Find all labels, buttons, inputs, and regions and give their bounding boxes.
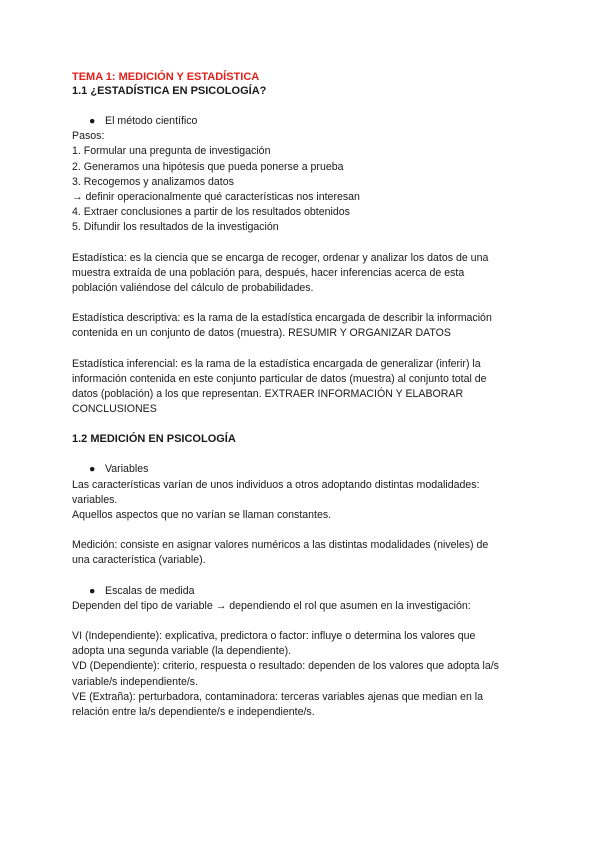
step-line: 4. Extraer conclusiones a partir de los resultados obtenidos xyxy=(72,206,350,219)
bullet-dot-icon: ● xyxy=(89,115,96,127)
vars-line: adopta una segunda variable (la dependiente). xyxy=(72,645,292,658)
estadistica-line: población valiéndose del cálculo de probabilidades. xyxy=(72,282,314,295)
pasos-label: Pasos: xyxy=(72,130,105,143)
bullet-variables xyxy=(72,462,542,477)
dependen-line: Dependen del tipo de variable → dependiendo el rol que asumen en la investigación: xyxy=(72,599,471,612)
step-line: 3. Recogemos y analizamos datos xyxy=(72,175,234,188)
bullet-dot-icon: ● xyxy=(89,463,96,476)
vars-line: VE (Extraña): perturbadora, contaminadora: terceras variables ajenas que median en la xyxy=(72,690,484,703)
vars-line: relación entre la/s dependiente/s e independiente/s. xyxy=(72,706,315,719)
descriptiva-line: contenida en un conjunto de datos (muestra). RESUMIR Y ORGANIZAR DATOS xyxy=(72,327,451,340)
bullet-text: Variables xyxy=(105,463,149,476)
section-1-heading: 1.1 ¿ESTADÍSTICA EN PSICOLOGÍA? xyxy=(72,85,267,97)
bullet-dot-icon: ● xyxy=(89,584,96,597)
bullet-text: El método científico xyxy=(105,115,198,127)
step-line: → definir operacionalmente qué características nos interesan xyxy=(72,191,360,204)
variables-line: Las características varían de unos individuos a otros adoptando distintas modalidades: xyxy=(72,478,480,491)
bullet-metodo xyxy=(72,114,542,129)
estadistica-line: Estadística: es la ciencia que se encarga de recoger, ordenar y analizar los datos de una xyxy=(72,251,489,264)
vars-line: variable/s independiente/s. xyxy=(72,675,199,688)
section-2-heading: 1.2 MEDICIÓN EN PSICOLOGÍA xyxy=(72,433,236,446)
estadistica-line: muestra extraída de una población para, después, hacer inferencias acerca de esta xyxy=(72,266,465,279)
document-page xyxy=(72,70,542,720)
step-line: 1. Formular una pregunta de investigación xyxy=(72,145,271,158)
bullet-escalas xyxy=(72,584,542,599)
variables-line: Aquellos aspectos que no varían se llaman constantes. xyxy=(72,509,332,522)
bullet-text: Escalas de medida xyxy=(105,584,195,597)
step-line: 2. Generamos una hipótesis que pueda ponerse a prueba xyxy=(72,160,344,173)
medicion-line: Medición: consiste en asignar valores numéricos a las distintas modalidades (niveles) de xyxy=(72,539,489,552)
inferencial-line: datos (población) a los que representan. EXTRAER INFORMACIÓN Y ELABORAR xyxy=(72,388,464,401)
variables-line: variables. xyxy=(72,493,118,506)
inferencial-line: CONCLUSIONES xyxy=(72,403,157,416)
tema-title: TEMA 1: MEDICIÓN Y ESTADÍSTICA xyxy=(72,71,260,83)
descriptiva-line: Estadística descriptiva: es la rama de la estadística encargada de describir la información xyxy=(72,312,492,325)
medicion-line: una característica (variable). xyxy=(72,554,206,567)
inferencial-line: Estadística inferencial: es la rama de la estadística encargada de generalizar (inferir) la xyxy=(72,357,481,370)
inferencial-line: información contenida en este conjunto particular de datos (muestra) al conjunto total de xyxy=(72,372,487,385)
vars-line: VD (Dependiente): criterio, respuesta o resultado: dependen de los valores que adopta la/s xyxy=(72,660,499,673)
step-line: 5. Difundir los resultados de la investigación xyxy=(72,221,279,234)
vars-line: VI (Independiente): explicativa, predictora o factor: influye o determina los valores que xyxy=(72,630,476,643)
